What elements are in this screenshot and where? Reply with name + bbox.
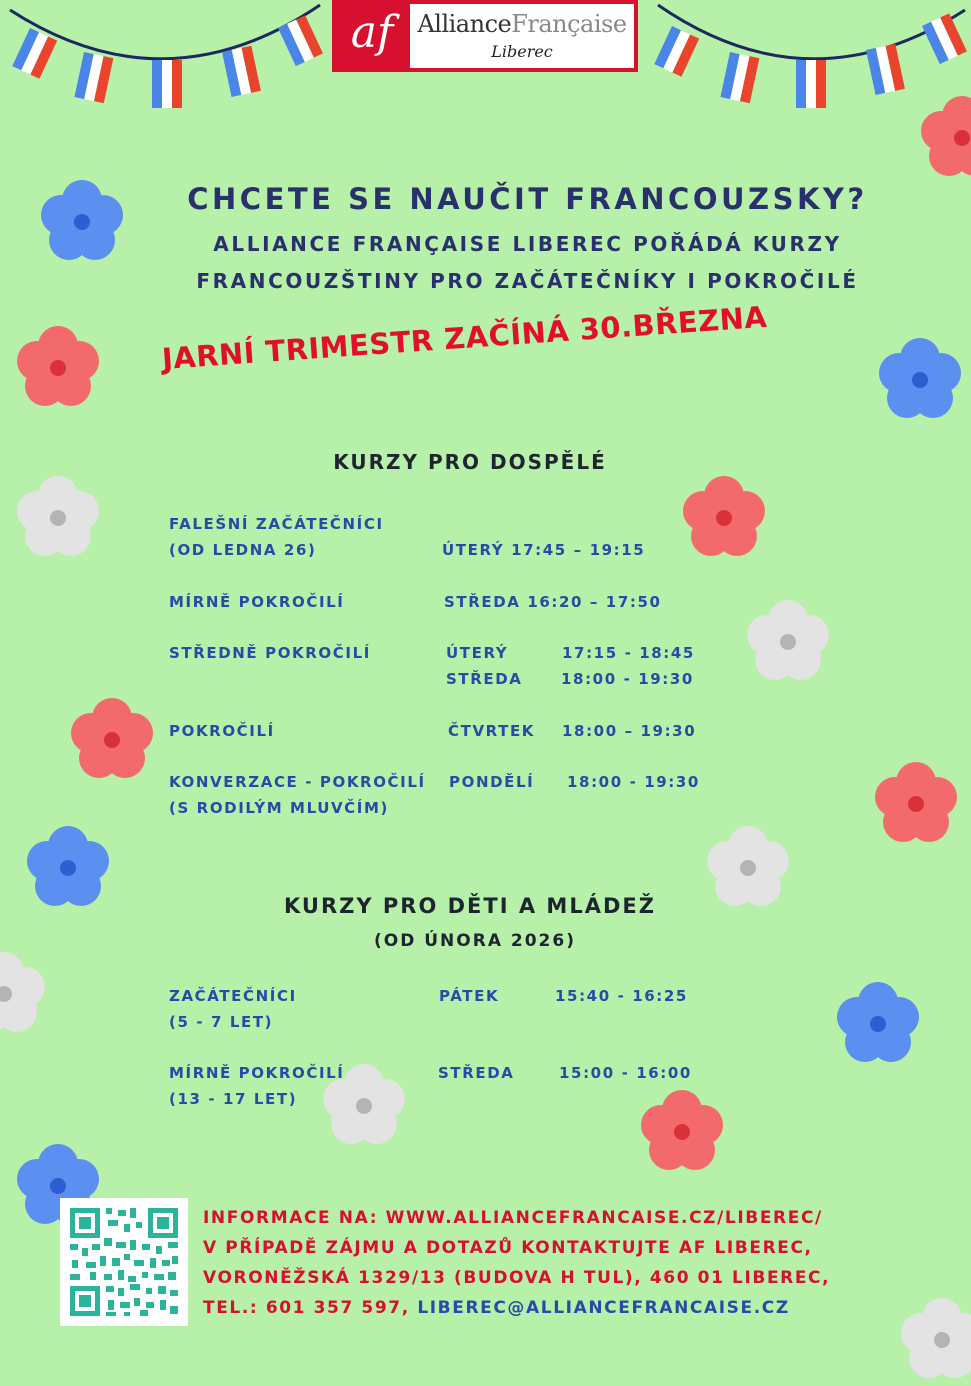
flower-icon	[66, 694, 158, 786]
course-time: 18:00 – 19:30	[562, 722, 697, 740]
course-time: 15:00 - 16:00	[559, 1064, 692, 1082]
adults-section-title: KURZY PRO DOSPĚLÉ	[333, 450, 607, 474]
headline-question: CHCETE SE NAUČIT FRANCOUZSKY?	[187, 182, 868, 216]
flower-icon	[870, 758, 962, 850]
info-phone-email	[203, 1298, 790, 1318]
flower-icon	[0, 948, 50, 1040]
course-day: ČTVRTEK	[448, 722, 536, 740]
flower-icon	[678, 472, 770, 564]
info-address: VORONĚŽSKÁ 1329/13 (BUDOVA H TUL), 460 01 LIBEREC,	[203, 1268, 831, 1288]
logo-city: Liberec	[491, 42, 553, 61]
email-link[interactable]: LIBEREC@ALLIANCEFRANCAISE.CZ	[417, 1298, 790, 1318]
flower-icon	[832, 978, 924, 1070]
course-note: (S RODILÝM MLUVČÍM)	[169, 799, 389, 817]
course-name: STŘEDNĚ POKROČILÍ	[169, 644, 371, 662]
flower-icon	[636, 1086, 728, 1178]
course-day: PONDĚLÍ	[449, 773, 535, 791]
course-name: ZAČÁTEČNÍCI	[169, 987, 297, 1005]
flower-icon	[896, 1294, 971, 1386]
course-time: 15:40 - 16:25	[555, 987, 688, 1005]
course-name: MÍRNĚ POKROČILÍ	[169, 1064, 345, 1082]
flower-icon	[12, 322, 104, 414]
alliance-francaise-logo	[332, 0, 638, 72]
info-website: INFORMACE NA: WWW.ALLIANCEFRANCAISE.CZ/LIBEREC/	[203, 1208, 823, 1228]
course-day: PÁTEK	[439, 987, 500, 1005]
course-name: KONVERZACE - POKROČILÍ	[169, 773, 426, 791]
phone-number: TEL.: 601 357 597,	[203, 1298, 410, 1318]
course-schedule: STŘEDA 16:20 – 17:50	[444, 593, 662, 611]
course-note: (13 - 17 LET)	[169, 1090, 298, 1108]
qr-code[interactable]	[60, 1198, 188, 1326]
course-name: POKROČILÍ	[169, 722, 275, 740]
logo-wordmark	[410, 4, 634, 68]
info-contact: V PŘÍPADĚ ZÁJMU A DOTAZŮ KONTAKTUJTE AF LIBEREC,	[203, 1238, 813, 1258]
course-name: FALEŠNÍ ZAČÁTEČNÍCI	[169, 515, 384, 533]
qr-code-icon	[60, 1198, 188, 1326]
bunting-left	[0, 0, 330, 120]
course-note: (5 - 7 LET)	[169, 1013, 274, 1031]
headline-line-1: ALLIANCE FRANÇAISE LIBEREC POŘÁDÁ KURZY	[213, 232, 842, 256]
course-schedule: ÚTERÝ 17:45 – 19:15	[442, 541, 646, 559]
af-mark: af	[350, 7, 394, 58]
headline-line-2: FRANCOUZŠTINY PRO ZAČÁTEČNÍKY I POKROČILÉ	[196, 269, 859, 293]
course-day: STŘEDA	[446, 670, 523, 688]
kids-section-title: KURZY PRO DĚTI A MLÁDEŽ	[284, 894, 656, 918]
course-day: ÚTERÝ	[446, 644, 509, 662]
course-time: 18:00 - 19:30	[567, 773, 700, 791]
logo-name: AllianceFrançaise	[417, 10, 627, 38]
course-time: 18:00 - 19:30	[561, 670, 694, 688]
course-time: 17:15 - 18:45	[562, 644, 695, 662]
course-note: (OD LEDNA 26)	[169, 541, 317, 559]
flower-icon	[742, 596, 834, 688]
kids-section-subtitle: (OD ÚNORA 2026)	[374, 931, 576, 951]
spring-term-banner: JARNÍ TRIMESTR ZAČÍNÁ 30.BŘEZNA	[160, 299, 769, 376]
flower-icon	[916, 92, 971, 184]
flower-icon	[12, 472, 104, 564]
course-day: STŘEDA	[438, 1064, 515, 1082]
course-name: MÍRNĚ POKROČILÍ	[169, 593, 345, 611]
flower-icon	[874, 334, 966, 426]
